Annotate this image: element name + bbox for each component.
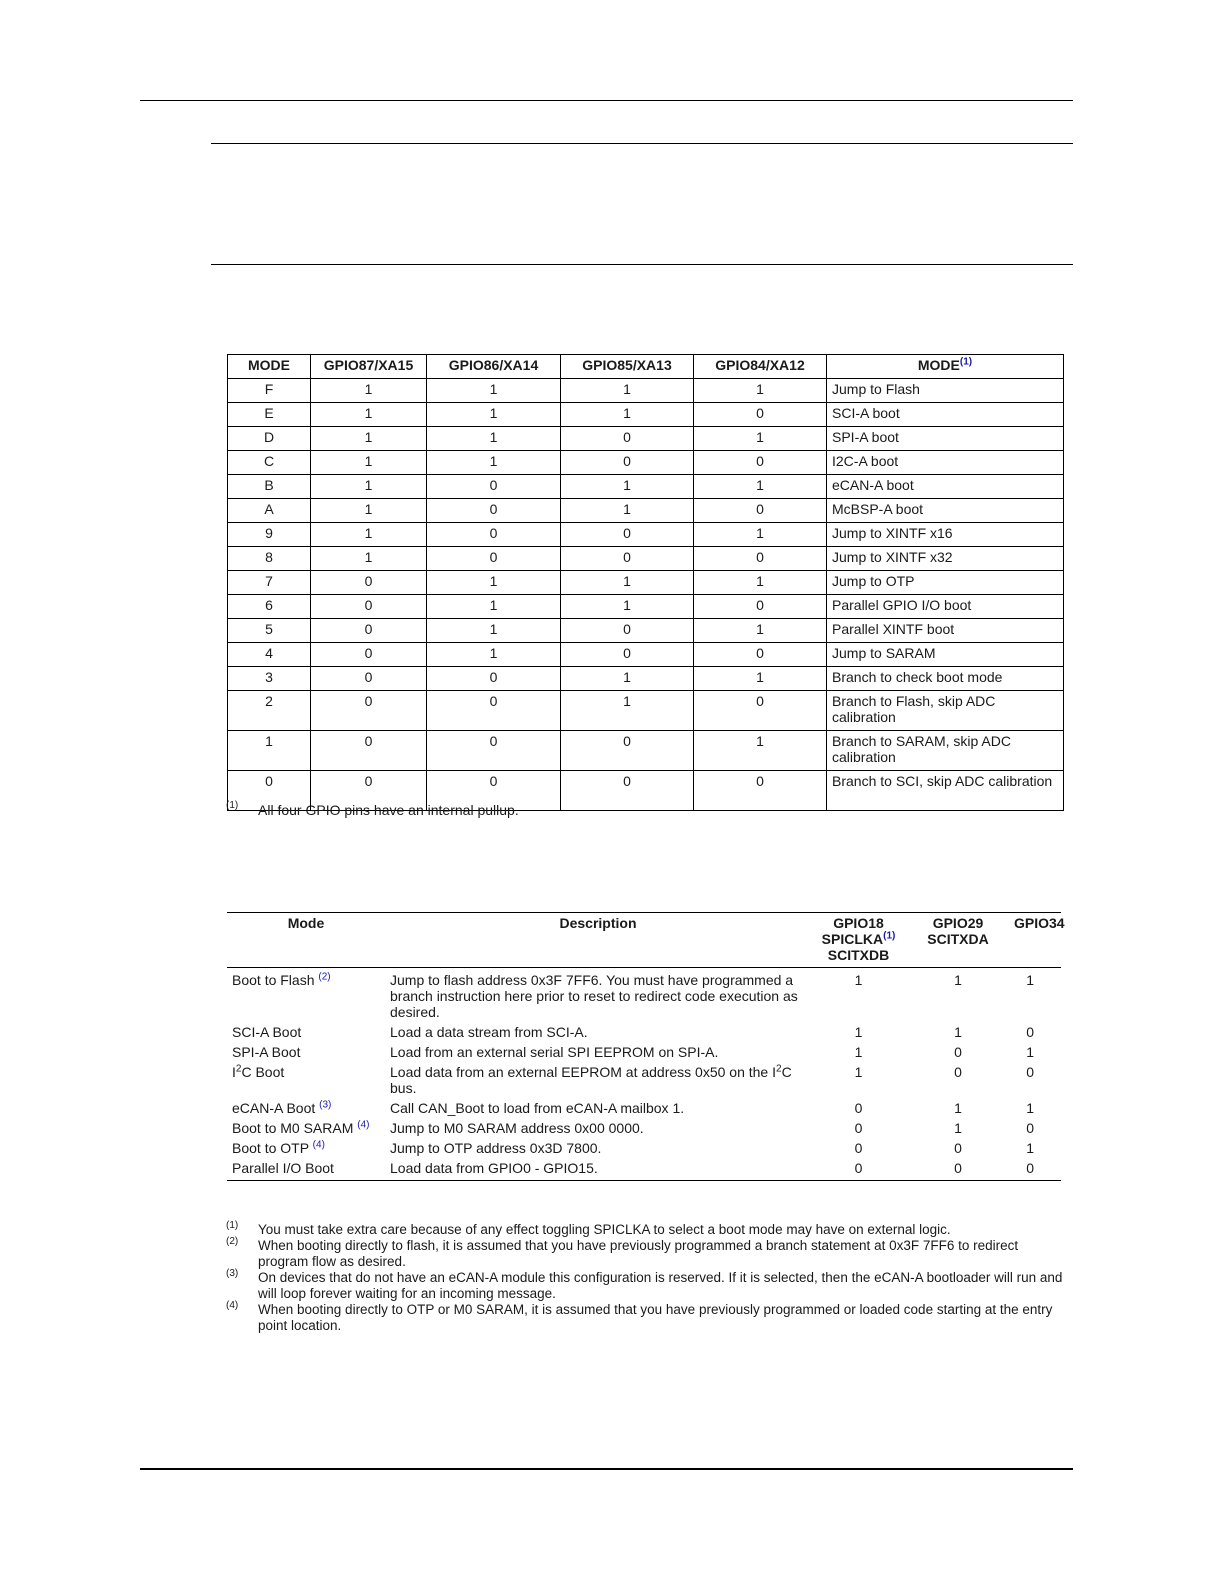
gpio85-cell: 0 xyxy=(561,451,694,475)
gpio34-cell: 0 xyxy=(1026,1024,1034,1040)
gpio85-cell: 0 xyxy=(561,427,694,451)
mode-description-cell: Branch to SCI, skip ADC calibration xyxy=(827,771,1064,811)
footnote-text: On devices that do not have an eCAN-A module this configuration is reserved. If it is selected, then the eCAN-A bootloader will run and will loop forever waiting for an incoming message. xyxy=(258,1270,1063,1301)
table-row xyxy=(228,475,1064,499)
header-mode: MODE xyxy=(228,355,311,379)
table-row xyxy=(228,667,1064,691)
gpio29-cell: 1 xyxy=(954,1100,962,1116)
gpio86-cell: 1 xyxy=(427,379,561,403)
mode-text: Parallel I/O Boot xyxy=(232,1160,334,1176)
boot-description-table xyxy=(227,912,1065,1181)
mode-description-cell: Parallel GPIO I/O boot xyxy=(827,595,1064,619)
gpio87-cell: 1 xyxy=(311,379,427,403)
table-row xyxy=(228,619,1064,643)
header-gpio29-line1: GPIO29 xyxy=(932,915,984,931)
table-row xyxy=(227,1158,1061,1181)
table-row xyxy=(227,968,1061,1023)
gpio18-cell: 0 xyxy=(811,1158,906,1181)
gpio86-cell: 1 xyxy=(427,643,561,667)
footnote-ref-link[interactable]: (1) xyxy=(959,356,973,368)
mode-description-cell: Branch to SARAM, skip ADC calibration xyxy=(827,731,1064,771)
table-row xyxy=(228,595,1064,619)
description-cell: Jump to M0 SARAM address 0x00 0000. xyxy=(390,1120,644,1136)
gpio29-cell: 1 xyxy=(954,1024,962,1040)
footnote-marker: (1) xyxy=(226,1220,239,1231)
gpio34-cell: 1 xyxy=(1026,1100,1034,1116)
boot-mode-table-body xyxy=(228,379,1064,811)
gpio87-cell: 1 xyxy=(311,547,427,571)
gpio86-cell: 0 xyxy=(427,523,561,547)
gpio29-cell: 0 xyxy=(906,1158,1010,1181)
mode-cell: 5 xyxy=(228,619,311,643)
mode-description-cell: Jump to Flash xyxy=(827,379,1064,403)
gpio87-cell: 0 xyxy=(311,595,427,619)
gpio84-cell: 1 xyxy=(694,571,827,595)
mode-text: eCAN-A Boot xyxy=(232,1100,316,1116)
header-gpio18 xyxy=(811,913,906,968)
mode-cell: 7 xyxy=(228,571,311,595)
description-cell: Load data from GPIO0 - GPIO15. xyxy=(385,1158,811,1181)
footnote xyxy=(226,1238,1066,1270)
boot-mode-table xyxy=(227,354,1064,811)
mode-cell: A xyxy=(228,499,311,523)
footnote xyxy=(226,1270,1066,1302)
footnote xyxy=(226,1222,1066,1238)
gpio87-cell: 1 xyxy=(311,451,427,475)
mode-text: I xyxy=(232,1064,236,1080)
header-gpio18-line1: GPIO18 xyxy=(833,915,884,931)
gpio84-cell: 1 xyxy=(694,731,827,771)
gpio84-cell: 1 xyxy=(694,619,827,643)
gpio84-cell: 1 xyxy=(694,667,827,691)
footnote-ref-link[interactable]: (4) xyxy=(357,1119,370,1131)
description-text: C bus. xyxy=(390,1064,792,1096)
header-gpio34: GPIO34 xyxy=(1010,913,1061,968)
gpio86-cell: 1 xyxy=(427,571,561,595)
mode-cell: B xyxy=(228,475,311,499)
header-mode: Mode xyxy=(227,913,385,968)
mode-cell xyxy=(227,1118,385,1138)
mode-cell: 2 xyxy=(228,691,311,731)
description-cell: Jump to flash address 0x3F 7FF6. You must have programmed a branch instruction here prior to reset to redirect code execution as desired. xyxy=(390,972,798,1020)
table-row xyxy=(228,571,1064,595)
boot-mode-table-header xyxy=(228,355,1064,379)
gpio84-cell: 0 xyxy=(694,595,827,619)
gpio85-cell: 0 xyxy=(561,731,694,771)
mode-description-cell: Branch to check boot mode xyxy=(827,667,1064,691)
gpio84-cell: 0 xyxy=(694,547,827,571)
footnote-ref-link[interactable]: (2) xyxy=(318,971,331,983)
gpio84-cell: 1 xyxy=(694,523,827,547)
description-cell xyxy=(385,1062,811,1098)
mode-cell: D xyxy=(228,427,311,451)
footnote-ref-link[interactable]: (1) xyxy=(883,930,896,942)
mode-cell xyxy=(227,1042,385,1062)
gpio86-cell: 0 xyxy=(427,475,561,499)
footnote xyxy=(226,1302,1066,1334)
footnote-ref-link[interactable]: (4) xyxy=(312,1139,325,1151)
mode-cell: E xyxy=(228,403,311,427)
mode-cell xyxy=(227,1138,385,1158)
table2-footnotes xyxy=(226,1222,1066,1334)
table-row xyxy=(228,427,1064,451)
header-rule xyxy=(140,100,1073,101)
mode-description-cell: Jump to SARAM xyxy=(827,643,1064,667)
header-gpio18-line3: SCITXDB xyxy=(827,947,890,963)
gpio86-cell: 0 xyxy=(427,499,561,523)
mode-cell xyxy=(227,1062,385,1098)
gpio86-cell: 1 xyxy=(427,451,561,475)
mode-text: Boot to M0 SARAM xyxy=(232,1120,354,1136)
gpio87-cell: 1 xyxy=(311,427,427,451)
mode-cell: 4 xyxy=(228,643,311,667)
mode-cell xyxy=(227,1158,385,1181)
gpio87-cell: 0 xyxy=(311,619,427,643)
gpio87-cell: 0 xyxy=(311,731,427,771)
table-row xyxy=(228,499,1064,523)
gpio87-cell: 0 xyxy=(311,571,427,595)
header-gpio85: GPIO85/XA13 xyxy=(561,355,694,379)
gpio18-cell: 0 xyxy=(854,1100,863,1116)
note-bottom-rule xyxy=(211,264,1073,265)
table-row xyxy=(228,547,1064,571)
gpio85-cell: 0 xyxy=(561,771,694,811)
gpio84-cell: 0 xyxy=(694,643,827,667)
note-top-rule xyxy=(211,143,1073,144)
table-row xyxy=(227,1138,1061,1158)
boot-description-table-header xyxy=(227,913,1061,968)
description-cell: Load from an external serial SPI EEPROM on SPI-A. xyxy=(390,1044,719,1060)
mode-cell: 8 xyxy=(228,547,311,571)
gpio86-cell: 0 xyxy=(427,547,561,571)
gpio85-cell: 1 xyxy=(561,403,694,427)
gpio87-cell: 0 xyxy=(311,771,427,811)
mode-description-cell: I2C-A boot xyxy=(827,451,1064,475)
boot-description-table-body xyxy=(227,968,1061,1181)
mode-description-cell: McBSP-A boot xyxy=(827,499,1064,523)
gpio18-cell: 0 xyxy=(854,1140,863,1156)
footnote-marker: (4) xyxy=(226,1300,239,1311)
mode-cell xyxy=(227,1022,385,1042)
footnote-text: When booting directly to flash, it is assumed that you have previously programmed a branch statement at 0x3F 7FF6 to redirect program flow as desired. xyxy=(258,1238,1019,1269)
mode-description-cell: Jump to XINTF x16 xyxy=(827,523,1064,547)
gpio86-cell: 0 xyxy=(427,771,561,811)
table-row xyxy=(228,523,1064,547)
gpio18-cell: 0 xyxy=(854,1120,863,1136)
gpio85-cell: 0 xyxy=(561,547,694,571)
gpio34-cell: 1 xyxy=(1026,972,1034,988)
gpio84-cell: 1 xyxy=(694,475,827,499)
mode-description-cell: SPI-A boot xyxy=(827,427,1064,451)
gpio85-cell: 1 xyxy=(561,691,694,731)
mode-description-cell: Branch to Flash, skip ADC calibration xyxy=(827,691,1064,731)
mode-cell: 6 xyxy=(228,595,311,619)
gpio84-cell: 0 xyxy=(694,499,827,523)
superscript: 2 xyxy=(776,1063,782,1075)
gpio86-cell: 1 xyxy=(427,403,561,427)
table-row xyxy=(227,1042,1061,1062)
header-gpio84: GPIO84/XA12 xyxy=(694,355,827,379)
mode-cell: 1 xyxy=(228,731,311,771)
description-cell: Jump to OTP address 0x3D 7800. xyxy=(390,1140,602,1156)
description-text: I xyxy=(772,1064,776,1080)
mode-cell: 3 xyxy=(228,667,311,691)
gpio86-cell: 0 xyxy=(427,731,561,771)
mode-description-cell: Parallel XINTF boot xyxy=(827,619,1064,643)
gpio85-cell: 1 xyxy=(561,667,694,691)
header-gpio29 xyxy=(906,913,1010,968)
mode-cell xyxy=(227,1098,385,1118)
gpio87-cell: 0 xyxy=(311,643,427,667)
gpio34-cell: 0 xyxy=(1026,1120,1034,1136)
gpio87-cell: 0 xyxy=(311,667,427,691)
footnote-marker: (1) xyxy=(226,800,239,811)
table-row xyxy=(228,691,1064,731)
footnote-text: All four GPIO pins have an internal pullup. xyxy=(258,802,519,818)
gpio85-cell: 1 xyxy=(561,595,694,619)
gpio18-cell: 1 xyxy=(854,1064,863,1080)
gpio87-cell: 0 xyxy=(311,691,427,731)
gpio84-cell: 0 xyxy=(694,451,827,475)
gpio29-cell: 0 xyxy=(954,1140,962,1156)
header-gpio86: GPIO86/XA14 xyxy=(427,355,561,379)
description-cell: Load a data stream from SCI-A. xyxy=(390,1024,588,1040)
mode-text: Boot to OTP xyxy=(232,1140,309,1156)
footer-rule xyxy=(140,1468,1073,1470)
mode-cell: 0 xyxy=(228,771,311,811)
gpio29-cell: 0 xyxy=(954,1044,962,1060)
header-mode-description-label: MODE xyxy=(917,357,960,373)
header-gpio29-line2: SCITXDA xyxy=(927,931,989,947)
gpio87-cell: 1 xyxy=(311,499,427,523)
mode-description-cell: Jump to XINTF x32 xyxy=(827,547,1064,571)
table-row xyxy=(228,379,1064,403)
gpio85-cell: 0 xyxy=(561,619,694,643)
gpio84-cell: 0 xyxy=(694,691,827,731)
table-row xyxy=(228,643,1064,667)
footnote-marker: (2) xyxy=(226,1236,239,1247)
gpio34-cell: 1 xyxy=(1026,1140,1034,1156)
gpio29-cell: 1 xyxy=(954,972,962,988)
header-mode-description xyxy=(827,355,1064,379)
table-row xyxy=(228,731,1064,771)
mode-cell xyxy=(227,968,385,1023)
gpio87-cell: 1 xyxy=(311,475,427,499)
mode-description-cell: eCAN-A boot xyxy=(827,475,1064,499)
table-row xyxy=(227,1118,1061,1138)
gpio84-cell: 1 xyxy=(694,427,827,451)
mode-text: SPI-A Boot xyxy=(232,1044,301,1060)
description-cell: Call CAN_Boot to load from eCAN-A mailbox 1. xyxy=(390,1100,685,1116)
gpio29-cell: 0 xyxy=(954,1064,962,1080)
gpio18-cell: 1 xyxy=(854,972,863,988)
gpio84-cell: 0 xyxy=(694,771,827,811)
mode-description-cell: SCI-A boot xyxy=(827,403,1064,427)
gpio87-cell: 1 xyxy=(311,403,427,427)
gpio86-cell: 0 xyxy=(427,691,561,731)
mode-text: Boot to Flash xyxy=(232,972,315,988)
gpio85-cell: 1 xyxy=(561,499,694,523)
gpio87-cell: 1 xyxy=(311,523,427,547)
mode-text: C Boot xyxy=(241,1064,285,1080)
header-gpio87: GPIO87/XA15 xyxy=(311,355,427,379)
table-row xyxy=(227,1098,1061,1118)
footnote-text: You must take extra care because of any effect toggling SPICLKA to select a boot mode may have on external logic. xyxy=(258,1222,951,1237)
mode-cell: F xyxy=(228,379,311,403)
header-description: Description xyxy=(385,913,811,968)
gpio34-cell: 0 xyxy=(1026,1064,1034,1080)
gpio34-cell: 1 xyxy=(1026,1044,1034,1060)
footnote-ref-link[interactable]: (3) xyxy=(319,1099,332,1111)
description-text: Load data from an external EEPROM at address 0x50 on the xyxy=(390,1064,773,1080)
gpio86-cell: 1 xyxy=(427,619,561,643)
mode-description-cell: Jump to OTP xyxy=(827,571,1064,595)
gpio85-cell: 1 xyxy=(561,475,694,499)
superscript: 2 xyxy=(235,1063,242,1075)
gpio84-cell: 0 xyxy=(694,403,827,427)
gpio85-cell: 0 xyxy=(561,643,694,667)
table-row xyxy=(227,1022,1061,1042)
gpio86-cell: 1 xyxy=(427,595,561,619)
gpio18-cell: 1 xyxy=(854,1044,863,1060)
table-row xyxy=(228,403,1064,427)
gpio86-cell: 0 xyxy=(427,667,561,691)
gpio85-cell: 1 xyxy=(561,379,694,403)
gpio85-cell: 0 xyxy=(561,523,694,547)
gpio29-cell: 1 xyxy=(954,1120,962,1136)
header-gpio18-line2 xyxy=(815,931,902,947)
table-row xyxy=(228,451,1064,475)
gpio34-cell: 0 xyxy=(1010,1158,1061,1181)
gpio85-cell: 1 xyxy=(561,571,694,595)
table-row xyxy=(227,1062,1061,1098)
mode-cell: C xyxy=(228,451,311,475)
mode-text: SCI-A Boot xyxy=(232,1024,302,1040)
footnote-marker: (3) xyxy=(226,1268,239,1279)
gpio18-cell: 1 xyxy=(854,1024,863,1040)
footnote-text: When booting directly to OTP or M0 SARAM, it is assumed that you have previously programmed or loaded code starting at the entry point location. xyxy=(258,1302,1053,1333)
gpio86-cell: 1 xyxy=(427,427,561,451)
header-gpio18-spiclka: SPICLKA xyxy=(821,931,884,947)
mode-cell: 9 xyxy=(228,523,311,547)
gpio84-cell: 1 xyxy=(694,379,827,403)
